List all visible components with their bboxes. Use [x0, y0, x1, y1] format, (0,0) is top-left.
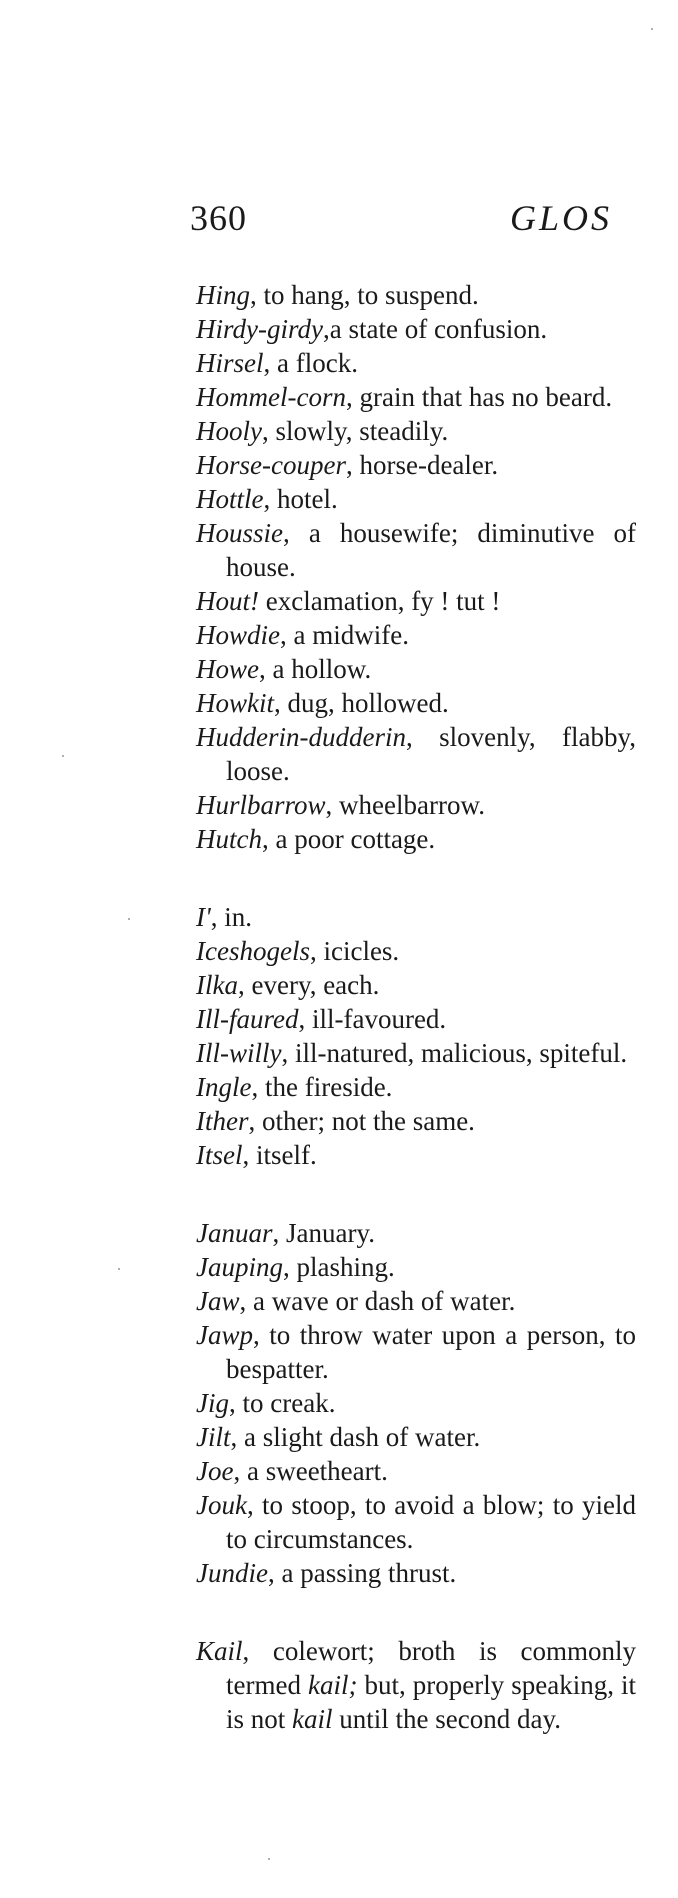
definition: a flock. — [277, 348, 358, 378]
definition — [226, 1636, 636, 1734]
separator: , — [267, 1558, 282, 1588]
page-header — [0, 197, 678, 247]
headword: Howe — [196, 654, 259, 684]
definition: every, each. — [251, 970, 380, 1000]
glossary-entry — [196, 720, 636, 788]
glossary-entry — [196, 1216, 636, 1250]
glossary-entry — [196, 448, 636, 482]
separator: , — [230, 1422, 244, 1452]
headword: Houssie — [196, 518, 283, 548]
definition: a state of confusion. — [329, 314, 548, 344]
separator: , — [242, 1636, 273, 1666]
glossary-entries — [196, 278, 636, 1780]
speck — [268, 1858, 270, 1860]
definition: the fireside. — [264, 1072, 393, 1102]
definition: plashing. — [296, 1252, 395, 1282]
separator: , — [248, 1106, 262, 1136]
glossary-entry — [196, 1634, 636, 1736]
definition: to hang, to suspend. — [263, 280, 479, 310]
glossary-section — [196, 1634, 636, 1736]
glossary-entry — [196, 516, 636, 584]
definition: a wave or dash of water. — [253, 1286, 516, 1316]
headword: Howkit — [196, 688, 274, 718]
cited-term: kail — [292, 1704, 333, 1734]
headword: Itsel — [196, 1140, 243, 1170]
definition: icicles. — [323, 936, 400, 966]
glossary-entry — [196, 414, 636, 448]
headword: Hottle — [196, 484, 264, 514]
page-number: 360 — [190, 198, 247, 238]
separator: , — [325, 790, 340, 820]
definition: to stoop, to avoid a blow; to yield to circumstances. — [226, 1490, 636, 1554]
separator: , — [309, 936, 324, 966]
headword: Januar — [196, 1218, 273, 1248]
definition: grain that has no beard. — [359, 382, 613, 412]
separator: , — [242, 1140, 256, 1170]
glossary-entry — [196, 1318, 636, 1386]
separator: , — [281, 1038, 295, 1068]
separator: , — [259, 654, 273, 684]
definition: January. — [286, 1218, 375, 1248]
glossary-entry — [196, 934, 636, 968]
separator: , — [274, 688, 288, 718]
speck — [118, 1268, 120, 1270]
glossary-entry — [196, 1488, 636, 1556]
running-title: GLOS — [510, 198, 613, 238]
glossary-entry — [196, 380, 636, 414]
definition: a hollow. — [272, 654, 372, 684]
separator: , — [251, 1072, 265, 1102]
definition: slovenly, flabby, loose. — [226, 722, 637, 786]
headword: Ill-willy — [196, 1038, 282, 1068]
separator: , — [283, 1252, 297, 1282]
speck — [128, 918, 130, 920]
headword: Hudderin-dudderin — [196, 722, 406, 752]
headword: Jaw — [196, 1286, 240, 1316]
glossary-entry — [196, 1104, 636, 1138]
glossary-entry — [196, 1284, 636, 1318]
definition-text: but, properly speaking, it is not — [226, 1670, 636, 1734]
glossary-entry — [196, 584, 636, 618]
headword: Howdie — [196, 620, 280, 650]
glossary-entry — [196, 1070, 636, 1104]
definition: to creak. — [242, 1388, 336, 1418]
headword: Jawp — [196, 1320, 253, 1350]
separator: , — [233, 1456, 247, 1486]
separator: , — [280, 620, 294, 650]
glossary-entry — [196, 312, 636, 346]
headword: Hirsel — [196, 348, 264, 378]
headword: Iceshogels — [196, 936, 310, 966]
separator: , — [229, 1388, 243, 1418]
glossary-entry — [196, 1036, 636, 1070]
headword: Horse-couper — [196, 450, 346, 480]
glossary-entry — [196, 900, 636, 934]
glossary-entry — [196, 1386, 636, 1420]
glossary-entry — [196, 618, 636, 652]
definition: ill-favoured. — [311, 1004, 447, 1034]
definition: other; not the same. — [261, 1106, 475, 1136]
separator: , — [237, 970, 252, 1000]
headword: Jauping — [196, 1252, 283, 1282]
definition: a slight dash of water. — [244, 1422, 481, 1452]
definition: exclamation, fy ! tut ! — [265, 586, 501, 616]
headword: I' — [196, 902, 211, 932]
headword: Jilt — [196, 1422, 231, 1452]
glossary-entry — [196, 1250, 636, 1284]
separator: , — [246, 1490, 263, 1520]
separator: , — [298, 1004, 312, 1034]
headword: Hooly — [196, 416, 262, 446]
headword: Jouk — [196, 1490, 247, 1520]
definition: a poor cottage. — [275, 824, 436, 854]
glossary-entry — [196, 968, 636, 1002]
definition: dug, hollowed. — [287, 688, 449, 718]
definition: ill-natured, malicious, spiteful. — [294, 1038, 628, 1068]
definition: wheelbarrow. — [339, 790, 485, 820]
speck — [62, 755, 64, 757]
headword: Ingle — [196, 1072, 252, 1102]
headword: Hirdy-girdy — [196, 314, 323, 344]
speck — [651, 28, 653, 30]
separator: , — [239, 1286, 253, 1316]
separator: , — [405, 722, 440, 752]
headword: Hutch — [196, 824, 262, 854]
definition: hotel. — [277, 484, 338, 514]
glossary-entry — [196, 1002, 636, 1036]
headword: Hout! — [196, 586, 259, 616]
headword: Ill-faured — [196, 1004, 299, 1034]
definition-text: colewort; broth is commonly termed — [226, 1636, 637, 1700]
headword: Ither — [196, 1106, 249, 1136]
headword: Hing — [196, 280, 250, 310]
glossary-entry — [196, 652, 636, 686]
glossary-entry — [196, 1556, 636, 1590]
definition: to throw water upon a person, to bespatter. — [226, 1320, 637, 1384]
separator: , — [261, 824, 276, 854]
glossary-entry — [196, 278, 636, 312]
glossary-entry — [196, 346, 636, 380]
glossary-entry — [196, 822, 636, 856]
cited-term: kail; — [307, 1670, 358, 1700]
glossary-section — [196, 900, 636, 1172]
separator: , — [210, 902, 225, 932]
headword: Hommel-corn — [196, 382, 346, 412]
separator: , — [253, 1320, 270, 1350]
glossary-entry — [196, 686, 636, 720]
separator: , — [261, 416, 276, 446]
glossary-entry — [196, 788, 636, 822]
glossary-entry — [196, 482, 636, 516]
headword: Jundie — [196, 1558, 268, 1588]
headword: Joe — [196, 1456, 234, 1486]
definition: a passing thrust. — [281, 1558, 457, 1588]
separator — [259, 586, 266, 616]
separator: , — [263, 484, 277, 514]
definition: a housewife; diminutive of house. — [226, 518, 636, 582]
glossary-entry — [196, 1138, 636, 1172]
glossary-entry — [196, 1454, 636, 1488]
glossary-entry — [196, 1420, 636, 1454]
separator: , — [250, 280, 264, 310]
headword: Jig — [196, 1388, 229, 1418]
separator: , — [283, 518, 309, 548]
separator: , — [263, 348, 277, 378]
definition: slowly, steadily. — [275, 416, 449, 446]
definition: a sweetheart. — [246, 1456, 388, 1486]
definition-text: until the second day. — [332, 1704, 561, 1734]
headword: Kail — [196, 1636, 243, 1666]
glossary-section — [196, 1216, 636, 1590]
definition: in. — [224, 902, 253, 932]
separator: , — [345, 450, 360, 480]
glossary-section — [196, 278, 636, 856]
headword: Ilka — [196, 970, 238, 1000]
separator: , — [322, 314, 330, 344]
headword: Hurlbarrow — [196, 790, 326, 820]
definition: itself. — [256, 1140, 317, 1170]
separator: , — [272, 1218, 286, 1248]
separator: , — [345, 382, 360, 412]
definition: horse-dealer. — [359, 450, 499, 480]
definition: a midwife. — [293, 620, 409, 650]
